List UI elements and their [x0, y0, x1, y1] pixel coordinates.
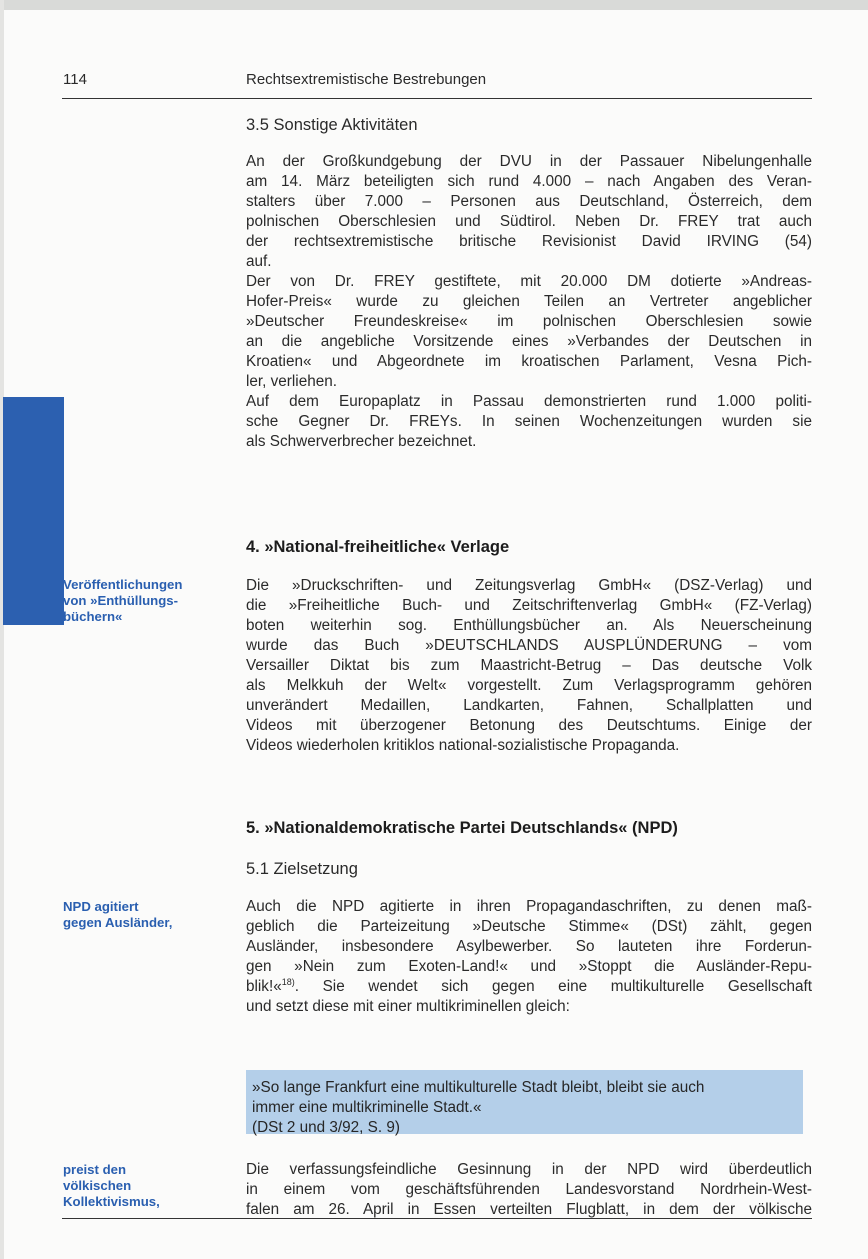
text-line: wurde das Buch »DEUTSCHLANDS AUSPLÜNDERUNG – vom	[246, 637, 812, 654]
margin-note-line: gegen Ausländer,	[63, 915, 173, 930]
paragraph	[246, 272, 812, 392]
text-line: der rechtsextremistische britische Revisionist David IRVING (54)	[246, 233, 812, 250]
text-line: boten weiterhin sog. Enthüllungsbücher an. Als Neuerscheinung	[246, 617, 812, 634]
running-title: Rechtsextremistische Bestrebungen	[246, 71, 487, 88]
text-line: falen am 26. April in Essen verteilten Flugblatt, in dem der völkische	[246, 1201, 812, 1218]
margin-note-line: NPD agitiert	[63, 899, 139, 914]
margin-note-publications	[63, 577, 233, 625]
section-4-body	[246, 576, 812, 756]
margin-note-line: Kollektivismus,	[63, 1194, 160, 1209]
text-line: ler, verliehen.	[246, 373, 337, 390]
margin-note-npd-agitation	[63, 899, 233, 931]
section-marker-bar	[3, 397, 64, 625]
margin-note-line: Veröffentlichungen	[63, 577, 183, 592]
quote-line: immer eine multikriminelle Stadt.«	[252, 1099, 482, 1116]
margin-note-line: preist den	[63, 1162, 127, 1177]
section-3-5-heading	[246, 116, 812, 135]
heading-text: 3.5 Sonstige Aktivitäten	[246, 116, 418, 134]
text-line: an die angebliche Vorsitzende eines »Verbandes der Deutschen in	[246, 333, 812, 350]
margin-note-line: büchern«	[63, 609, 123, 624]
text-fragment: blik!«	[246, 978, 282, 995]
footer-rule	[62, 1218, 812, 1219]
quote-line: »So lange Frankfurt eine multikulturelle Stadt bleibt, bleibt sie auch	[252, 1079, 705, 1096]
section-5-1-body-2	[246, 1160, 812, 1220]
text-line: Auch die NPD agitierte in ihren Propagandaschriften, zu denen maß-	[246, 898, 812, 915]
text-fragment: . Sie wendet sich gegen eine multikulturelle Gesellschaft	[294, 978, 812, 995]
heading-text: 5. »Nationaldemokratische Partei Deutschlands« (NPD)	[246, 819, 678, 837]
quote-citation: (DSt 2 und 3/92, S. 9)	[252, 1119, 400, 1136]
text-line: als Melkkuh der Welt« vorgestellt. Zum Verlagsprogramm gehören	[246, 677, 812, 694]
section-5-1-body	[246, 897, 812, 1017]
section-3-5-body	[246, 152, 812, 452]
scan-left-edge	[0, 0, 4, 1259]
text-line: Der von Dr. FREY gestiftete, mit 20.000 DM dotierte »Andreas-	[246, 273, 812, 290]
text-line: am 14. März beteiligten sich rund 4.000 – nach Angaben des Veran-	[246, 173, 812, 190]
text-line: unverändert Medaillen, Landkarten, Fahnen, Schallplatten und	[246, 697, 812, 714]
paragraph	[246, 1160, 812, 1220]
paragraph	[246, 392, 812, 452]
text-line: auf.	[246, 253, 272, 270]
text-line: Die »Druckschriften- und Zeitungsverlag GmbH« (DSZ-Verlag) und	[246, 577, 812, 594]
margin-note-collectivism	[63, 1162, 233, 1210]
text-line: Videos wiederholen kritiklos national-sozialistische Propaganda.	[246, 737, 680, 754]
text-line: »Deutscher Freundeskreise« im polnischen Oberschlesien sowie	[246, 313, 812, 330]
text-line: und setzt diese mit einer multikriminellen gleich:	[246, 998, 570, 1015]
paragraph	[246, 576, 812, 756]
header-rule	[62, 98, 812, 99]
text-line: Ausländer, insbesondere Asylbewerber. So lauteten ihre Forderun-	[246, 938, 812, 955]
text-line: Auf dem Europaplatz in Passau demonstrierten rund 1.000 politi-	[246, 393, 812, 410]
section-5-heading	[246, 819, 812, 838]
text-line: Die verfassungsfeindliche Gesinnung in der NPD wird überdeutlich	[246, 1161, 812, 1178]
text-line: Versailler Diktat bis zum Maastricht-Betrug – Das deutsche Volk	[246, 657, 812, 674]
text-line: polnischen Oberschlesien und Südtirol. Neben Dr. FREY trat auch	[246, 213, 812, 230]
section-5-1-heading	[246, 860, 812, 879]
text-line	[246, 977, 812, 997]
page-number: 114	[63, 71, 87, 88]
text-line: gen »Nein zum Exoten-Land!« und »Stoppt die Ausländer-Repu-	[246, 958, 812, 975]
heading-text: 5.1 Zielsetzung	[246, 860, 358, 878]
section-4-heading	[246, 538, 812, 557]
text-line: Hofer-Preis« wurde zu gleichen Teilen an Vertreter angeblicher	[246, 293, 812, 310]
margin-note-line: von »Enthüllungs-	[63, 593, 179, 608]
scan-top-edge	[0, 0, 868, 10]
text-line: stalters über 7.000 – Personen aus Deutschland, Österreich, dem	[246, 193, 812, 210]
heading-text: 4. »National-freiheitliche« Verlage	[246, 538, 510, 556]
text-line: die »Freiheitliche Buch- und Zeitschriftenverlag GmbH« (FZ-Verlag)	[246, 597, 812, 614]
text-line: sche Gegner Dr. FREYs. In seinen Wochenzeitungen wurden sie	[246, 413, 812, 430]
text-line: geblich die Parteizeitung »Deutsche Stimme« (DSt) zählt, gegen	[246, 918, 812, 935]
margin-note-line: völkischen	[63, 1178, 132, 1193]
text-line: als Schwerverbrecher bezeichnet.	[246, 433, 477, 450]
highlighted-quote	[246, 1070, 803, 1134]
text-line: in einem vom geschäftsführenden Landesvorstand Nordrhein-West-	[246, 1181, 812, 1198]
paragraph	[246, 152, 812, 272]
text-line: An der Großkundgebung der DVU in der Passauer Nibelungenhalle	[246, 153, 812, 170]
footnote-marker[interactable]: 18)	[281, 977, 295, 987]
paragraph	[246, 897, 812, 1017]
text-line: Kroatien« und Abgeordnete im kroatischen Parlament, Vesna Pich-	[246, 353, 812, 370]
text-line: Videos mit überzogener Betonung des Deutschtums. Einige der	[246, 717, 812, 734]
